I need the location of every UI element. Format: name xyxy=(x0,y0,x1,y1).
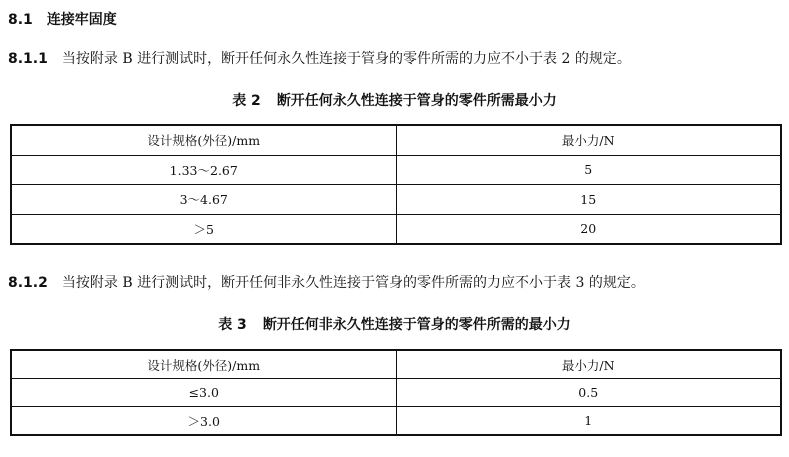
table-header-row xyxy=(11,350,781,379)
section-number: 8.1 xyxy=(8,12,33,28)
clause-text: 当按附录 B 进行测试时，断开任何非永久性连接于管身的零件所需的力应不小于表 3 的规定。 xyxy=(61,275,645,291)
cell-force: 20 xyxy=(396,214,781,244)
clause-8-1-1 xyxy=(8,48,631,68)
table-2-number: 表 2 xyxy=(232,93,261,109)
cell-force: 15 xyxy=(396,185,781,215)
clause-text: 当按附录 B 进行测试时，断开任何永久性连接于管身的零件所需的力应不小于表 2 的规定。 xyxy=(61,51,631,67)
clause-number: 8.1.1 xyxy=(8,51,48,67)
table-3-title: 断开任何非永久性连接于管身的零件所需的最小力 xyxy=(262,317,571,333)
section-heading xyxy=(8,9,117,29)
cell-spec: ≤3.0 xyxy=(11,379,396,407)
table-row xyxy=(11,155,781,185)
column-header-spec: 设计规格(外径)/mm xyxy=(11,350,396,379)
cell-spec: 3～4.67 xyxy=(11,185,396,215)
table-row xyxy=(11,214,781,244)
table-3-number: 表 3 xyxy=(218,317,247,333)
table-2-title: 断开任何永久性连接于管身的零件所需最小力 xyxy=(276,93,557,109)
table-row xyxy=(11,185,781,215)
clause-8-1-2 xyxy=(8,272,645,292)
table-header-row xyxy=(11,125,781,155)
cell-spec: ＞5 xyxy=(11,214,396,244)
column-header-force: 最小力/N xyxy=(396,350,781,379)
table-2-caption xyxy=(0,90,789,110)
clause-number: 8.1.2 xyxy=(8,275,48,291)
cell-force: 1 xyxy=(396,407,781,436)
table-row xyxy=(11,379,781,407)
column-header-spec: 设计规格(外径)/mm xyxy=(11,125,396,155)
table-row xyxy=(11,407,781,436)
cell-force: 0.5 xyxy=(396,379,781,407)
cell-force: 5 xyxy=(396,155,781,185)
table-2 xyxy=(10,124,782,245)
table-3 xyxy=(10,349,782,436)
section-title: 连接牢固度 xyxy=(46,12,117,28)
column-header-force: 最小力/N xyxy=(396,125,781,155)
cell-spec: 1.33～2.67 xyxy=(11,155,396,185)
cell-spec: ＞3.0 xyxy=(11,407,396,436)
table-3-caption xyxy=(0,314,789,334)
